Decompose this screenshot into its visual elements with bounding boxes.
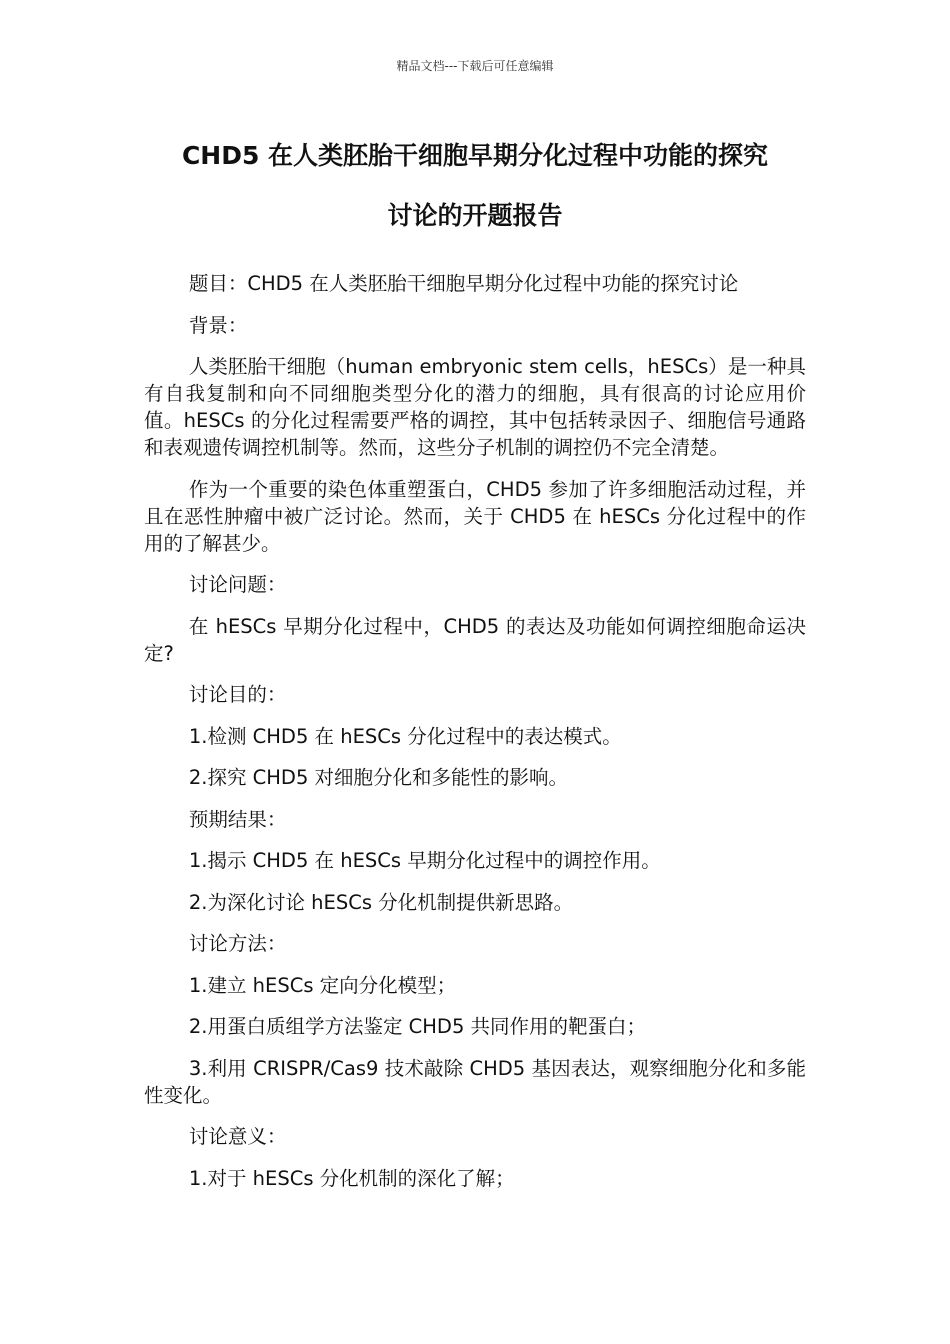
expected-result-item: 2.为深化讨论 hESCs 分化机制提供新思路。 [188, 890, 574, 914]
background-paragraph-2: 作为一个重要的染色体重塑蛋白，CHD5 参加了许多细胞活动过程，并且在恶性肿瘤中被广泛讨论。然而，关于 CHD5 在 hESCs 分化过程中的作用的了解甚少。 [144, 477, 806, 555]
significance-item: 1.对于 hESCs 分化机制的深化了解； [188, 1166, 515, 1190]
header-note: 精品文档---下载后可任意编辑 [396, 59, 554, 73]
background-paragraph-1: 人类胚胎干细胞（human embryonic stem cells，hESCs）是一种具有自我复制和向不同细胞类型分化的潜力的细胞，具有很高的讨论应用价值。hESCs 的分化过程需要严格的调控，其中包括转录因子、细胞信号通路和表观遗传调控机制等。然而，这些分子机制的调控仍不完全清楚。 [144, 355, 806, 459]
document-body [144, 270, 806, 1206]
section-heading-background: 背景： [188, 313, 248, 337]
section-heading-expected-results: 预期结果： [188, 807, 287, 831]
document-title-line-2: 讨论的开题报告 [387, 201, 563, 230]
objective-item: 1.检测 CHD5 在 hESCs 分化过程中的表达模式。 [188, 724, 622, 748]
section-heading-question: 讨论问题： [188, 573, 287, 596]
document-title-line-1: CHD5 在人类胚胎干细胞早期分化过程中功能的探究 [181, 141, 769, 170]
section-heading-significance: 讨论意义： [188, 1125, 287, 1148]
section-heading-methods: 讨论方法： [188, 932, 287, 955]
topic-line: 题目：CHD5 在人类胚胎干细胞早期分化过程中功能的探究讨论 [188, 272, 739, 295]
expected-result-item: 1.揭示 CHD5 在 hESCs 早期分化过程中的调控作用。 [188, 849, 661, 872]
method-item: 3.利用 CRISPR/Cas9 技术敲除 CHD5 基因表达，观察细胞分化和多能性变化。 [144, 1056, 806, 1107]
method-item: 2.用蛋白质组学方法鉴定 CHD5 共同作用的靶蛋白； [188, 1015, 647, 1038]
method-item: 1.建立 hESCs 定向分化模型； [188, 973, 457, 997]
objective-item: 2.探究 CHD5 对细胞分化和多能性的影响。 [188, 766, 569, 789]
question-paragraph: 在 hESCs 早期分化过程中，CHD5 的表达及功能如何调控细胞命运决定? [144, 614, 806, 665]
section-heading-objectives: 讨论目的： [188, 683, 287, 706]
